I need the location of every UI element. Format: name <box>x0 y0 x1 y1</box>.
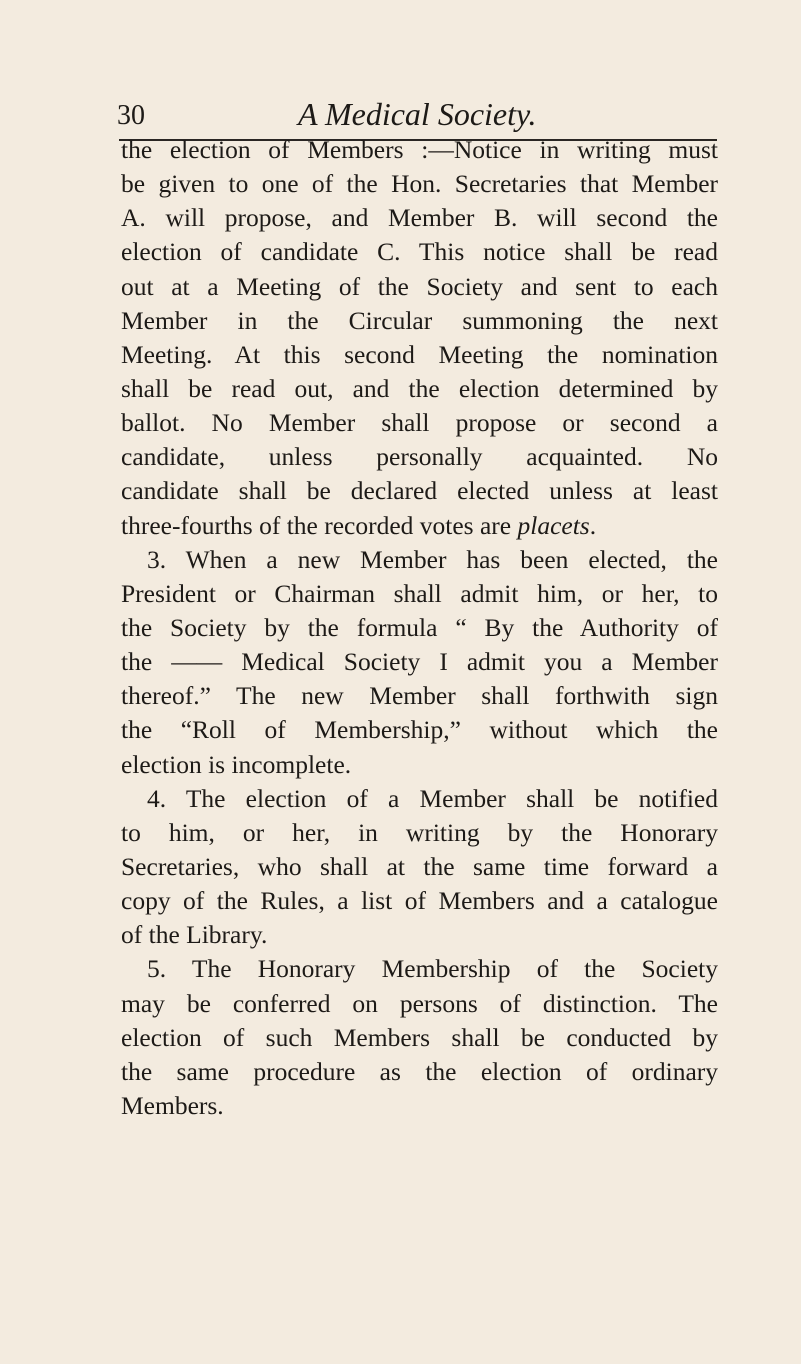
text-line: be given to one of the Hon. Secretaries that Member <box>121 169 718 199</box>
text-line: A. will propose, and Member B. will second the <box>121 203 718 233</box>
text-line: candidate shall be declared elected unless at least <box>121 476 718 506</box>
text-line: election of candidate C. This notice shall be read <box>121 237 718 267</box>
text-line: copy of the Rules, a list of Members and a catalogue <box>121 886 718 916</box>
text-line: thereof.” The new Member shall forthwith sign <box>121 681 718 711</box>
text-line: ballot. No Member shall propose or second a <box>121 408 718 438</box>
text-line: Member in the Circular summoning the next <box>121 305 718 335</box>
text-line: 5. The Honorary Membership of the Society <box>147 954 718 984</box>
text-line: Members. <box>121 1090 224 1120</box>
text-line: the same procedure as the election of ordinary <box>121 1056 718 1086</box>
paragraph <box>121 782 718 953</box>
text-line: out at a Meeting of the Society and sent to each <box>121 271 718 301</box>
text-line: 4. The election of a Member shall be notified <box>147 783 718 813</box>
text-line: 3. When a new Member has been elected, the <box>147 544 718 574</box>
text-segment: three-fourths of the recorded votes are <box>121 510 518 540</box>
page-body <box>121 133 718 1123</box>
running-title: A Medical Society. <box>298 96 537 132</box>
text-line: the election of Members :—Notice in writing must <box>121 135 718 164</box>
text-line <box>121 509 718 543</box>
text-line: Secretaries, who shall at the same time forward a <box>121 851 718 881</box>
text-line: of the Library. <box>121 920 268 950</box>
page-number: 30 <box>117 100 145 131</box>
text-line: the —— Medical Society I admit you a Member <box>121 647 718 677</box>
paragraph <box>121 133 718 543</box>
text-line: may be conferred on persons of distinction. The <box>121 988 718 1018</box>
text-line: Meeting. At this second Meeting the nomination <box>121 339 718 369</box>
paragraph <box>121 543 718 782</box>
text-line: President or Chairman shall admit him, or her, to <box>121 578 718 608</box>
text-line: candidate, unless personally acquainted. No <box>121 442 718 472</box>
text-line: election of such Members shall be conducted by <box>121 1022 718 1052</box>
text-segment: . <box>589 510 597 540</box>
italic-word: placets <box>517 510 590 540</box>
text-line: the “Roll of Membership,” without which the <box>121 715 718 745</box>
text-line: shall be read out, and the election determined by <box>121 373 718 403</box>
text-line: the Society by the formula “ By the Authority of <box>121 612 718 642</box>
paragraph <box>121 952 718 1123</box>
text-line: election is incomplete. <box>121 749 352 779</box>
text-line: to him, or her, in writing by the Honorary <box>121 817 718 847</box>
